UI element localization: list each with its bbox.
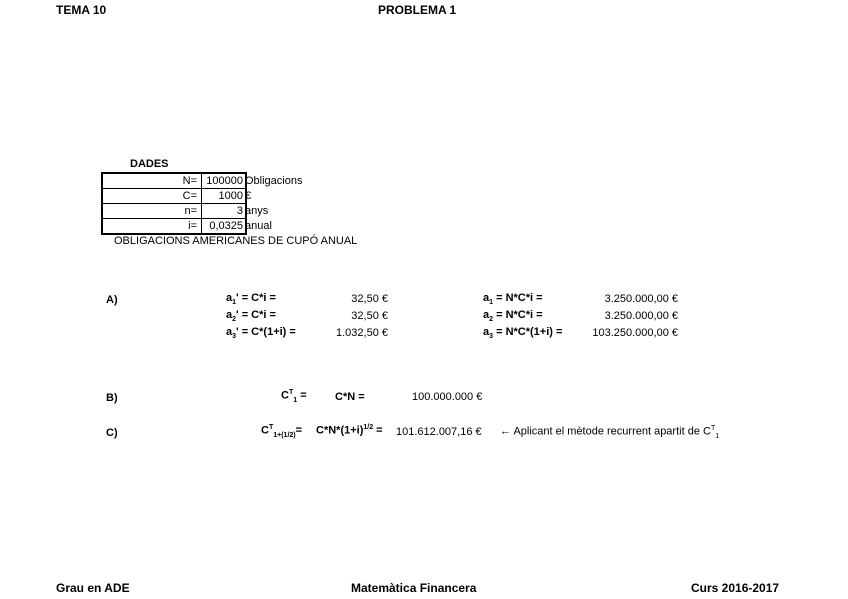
dades-unit: €	[245, 190, 252, 202]
dades-value: 3	[236, 205, 243, 217]
formula-ct1: $C^T_1$ =	[281, 389, 307, 404]
dades-value: 100000	[206, 175, 243, 187]
dades-subtitle: OBLIGACIONS AMERICANES DE CUPÓ ANUAL	[114, 235, 358, 247]
value-a1: 3.250.000,00 €	[604, 293, 678, 305]
footer-left: Grau en ADE	[56, 581, 130, 595]
formula-a2-prime: $a_2' = C*i$ =	[226, 309, 276, 324]
formula-cn-sqrt: $C*N*(1+i)^{1/2}$ =	[316, 424, 383, 437]
formula-a1: $a_1 = N*C*i$ =	[483, 292, 543, 307]
section-a-label: A)	[106, 294, 118, 306]
dades-value: 0,0325	[209, 220, 243, 232]
dades-label: C=	[182, 190, 197, 202]
formula-cn: C*N =	[335, 391, 365, 403]
header-left: TEMA 10	[56, 3, 107, 17]
value-a3: 103.250.000,00 €	[592, 327, 678, 339]
value-ct-half: 101.612.007,16 €	[396, 426, 482, 438]
dades-label: N=	[182, 175, 197, 187]
dades-row	[103, 174, 245, 189]
footer-center: Matemàtica Financera	[351, 581, 477, 595]
dades-label: n=	[184, 205, 197, 217]
formula-ct-half: $C^T_{1+(1/2)}=$	[261, 424, 303, 439]
dades-row	[103, 189, 245, 204]
formula-a2: $a_2 = N*C*i$ =	[483, 309, 543, 324]
section-b-label: B)	[106, 392, 118, 404]
section-c-label: C)	[106, 427, 118, 439]
value-a3-prime: 1.032,50 €	[336, 327, 388, 339]
formula-a3: $a_3 = N*C*(1+i)$ =	[483, 326, 563, 341]
dades-row	[103, 204, 245, 219]
header-center: PROBLEMA 1	[378, 3, 457, 17]
formula-a3-prime: $a_3' = C*(1+i)$ =	[226, 326, 296, 341]
footer-right: Curs 2016-2017	[691, 581, 780, 595]
dades-unit: anual	[245, 220, 272, 232]
dades-value: 1000	[218, 190, 243, 202]
dades-unit: Obligacions	[245, 175, 303, 187]
dades-unit: anys	[245, 205, 269, 217]
value-a1-prime: 32,50 €	[351, 293, 388, 305]
value-a2: 3.250.000,00 €	[604, 310, 678, 322]
value-ct1: 100.000.000 €	[412, 391, 483, 403]
dades-title: DADES	[130, 158, 169, 170]
dades-table	[101, 172, 247, 235]
note-recurrent: ← Aplicant el mètode recurrent apartit de $C^T_1$	[500, 425, 720, 440]
value-a2-prime: 32,50 €	[351, 310, 388, 322]
dades-label: i=	[188, 220, 197, 232]
formula-a1-prime: $a_1' = C*i$ =	[226, 292, 276, 307]
dades-row	[103, 219, 245, 233]
